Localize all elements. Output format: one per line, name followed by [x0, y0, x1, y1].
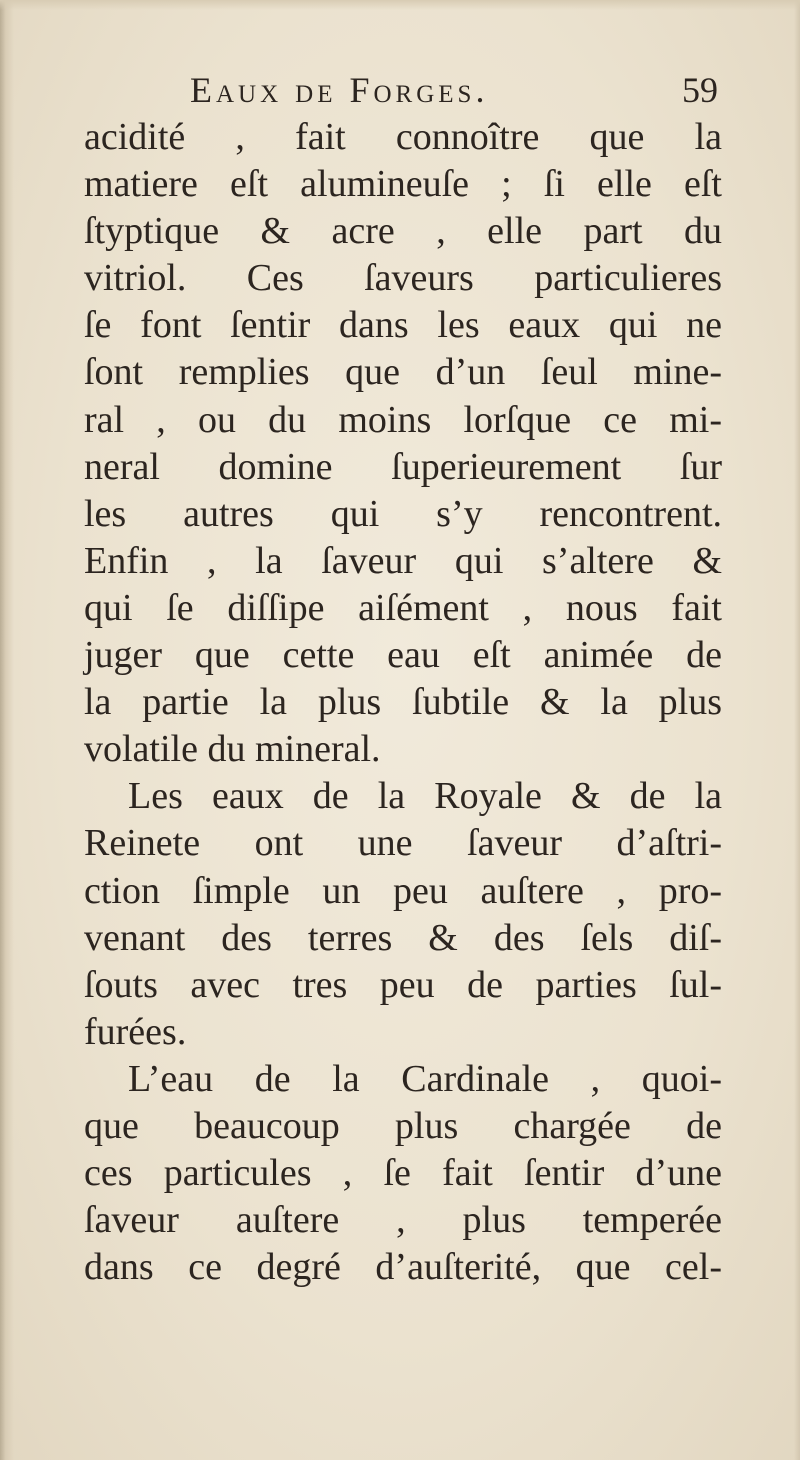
text-line: ſont remplies que d’un ſeul mine- — [84, 351, 722, 394]
page-number: 59 — [682, 70, 718, 110]
text-line: ſtyptique & acre , elle part du — [84, 210, 722, 253]
text-line: que beaucoup plus chargée de — [84, 1104, 722, 1147]
text-line: volatile du mineral. — [84, 728, 381, 771]
running-title: Eaux de Forges. — [190, 70, 489, 110]
text-line: qui ſe diſſipe aiſément , nous fait — [84, 586, 722, 629]
paragraph — [84, 1056, 722, 1291]
text-line: Reinete ont une ſaveur d’aſtri- — [84, 822, 722, 865]
text-line: acidité , fait connoître que la — [84, 116, 722, 158]
text-line: furées. — [84, 1010, 187, 1053]
text-line: vitriol. Ces ſaveurs particulieres — [84, 257, 722, 300]
page-gutter-shadow — [0, 0, 14, 1460]
text-line: venant des terres & des ſels diſ- — [84, 916, 722, 959]
text-line: neral domine ſuperieurement ſur — [84, 445, 722, 488]
paragraph — [84, 773, 722, 1056]
text-line: Enfin , la ſaveur qui s’altere & — [84, 539, 722, 582]
text-line: matiere eſt alumineuſe ; ſi elle eſt — [84, 163, 722, 206]
text-line: dans ce degré d’auſterité, que cel- — [84, 1246, 722, 1289]
text-line: ſe font ſentir dans les eaux qui ne — [84, 304, 722, 347]
text-line: ſaveur auſtere , plus temperée — [84, 1199, 722, 1242]
text-block — [84, 66, 722, 1291]
paragraph — [84, 114, 722, 773]
text-line: Les eaux de la Royale & de la — [128, 775, 722, 818]
text-line: les autres qui s’y rencontrent. — [84, 492, 722, 535]
text-line: ral , ou du moins lorſque ce mi- — [84, 398, 722, 441]
page-top-edge — [0, 0, 800, 10]
text-line: juger que cette eau eſt animée de — [84, 634, 722, 677]
running-head — [84, 66, 722, 114]
text-line: ſouts avec tres peu de parties ſul- — [84, 963, 722, 1006]
text-line: L’eau de la Cardinale , quoi- — [128, 1057, 722, 1100]
text-line: la partie la plus ſubtile & la plus — [84, 681, 722, 724]
page-edge — [794, 0, 800, 1460]
text-line: ces particules , ſe fait ſentir d’une — [84, 1152, 722, 1195]
text-line: ction ſimple un peu auſtere , pro- — [84, 869, 722, 912]
